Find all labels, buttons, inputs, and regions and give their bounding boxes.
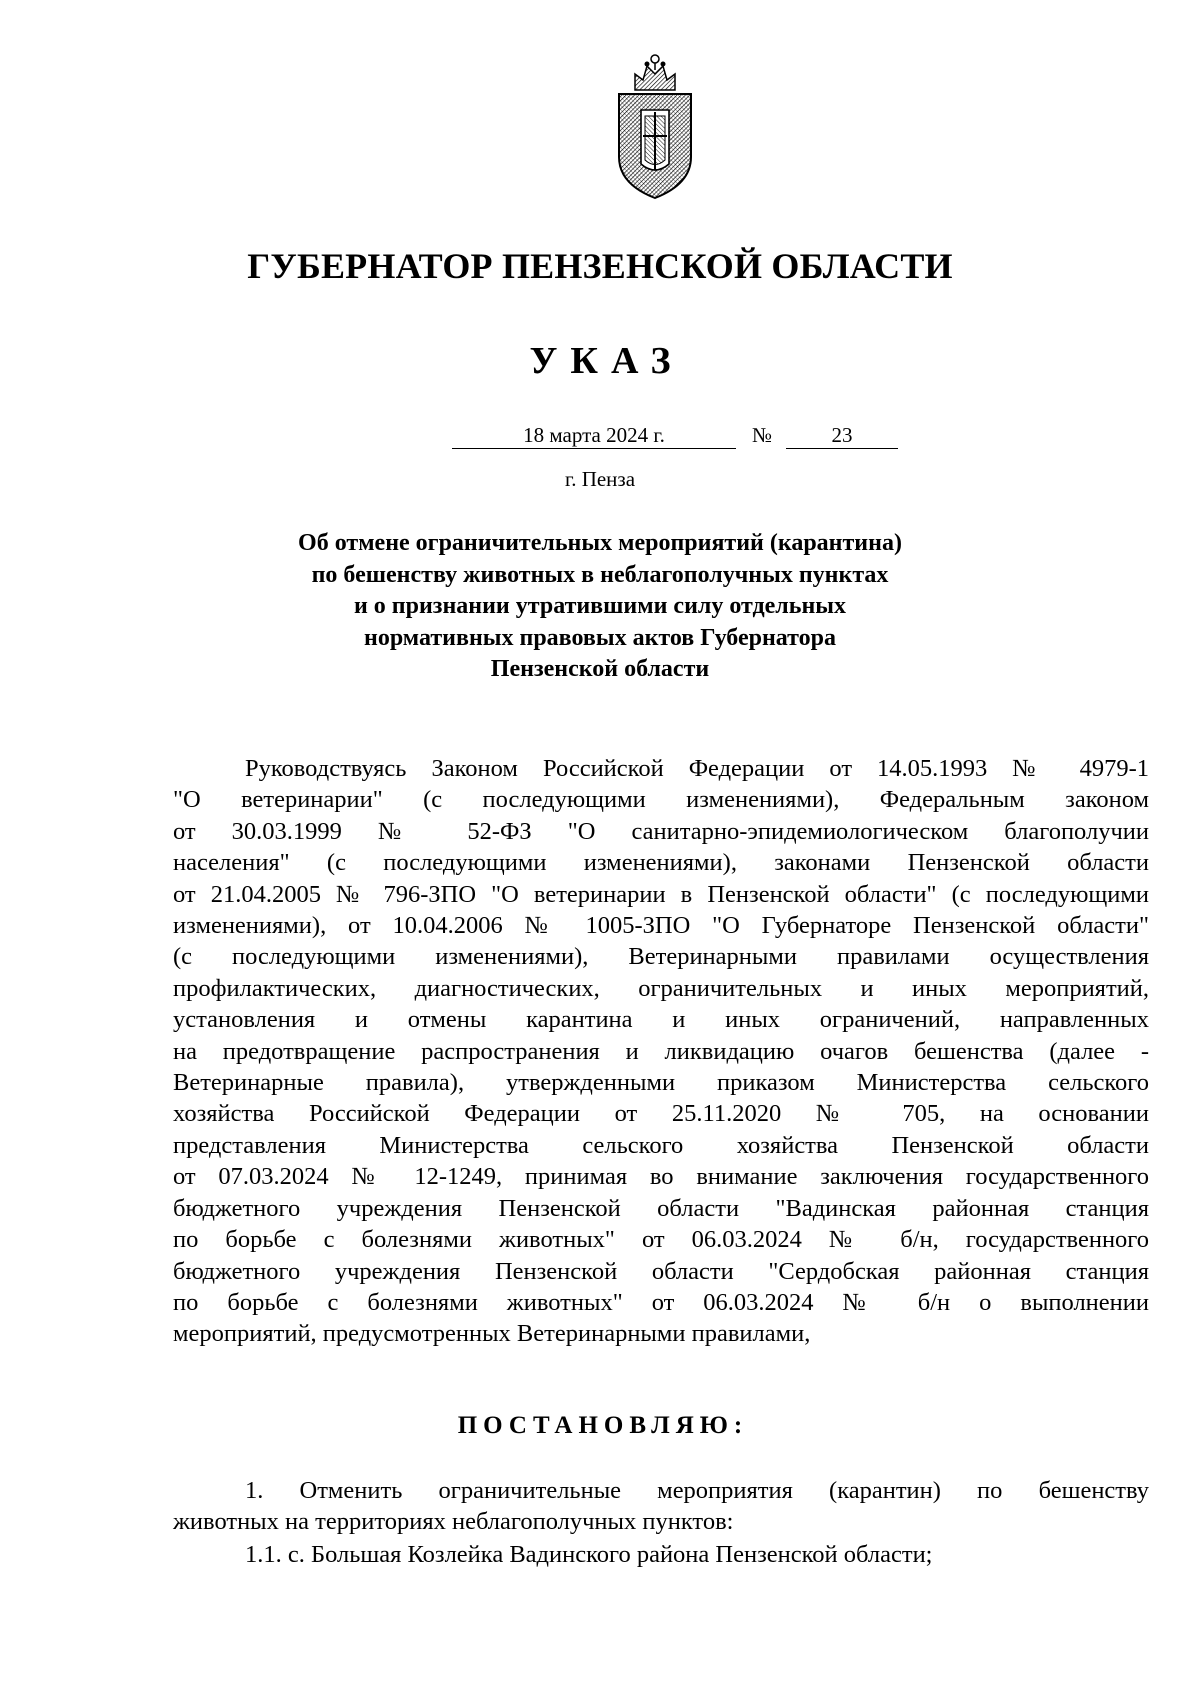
paragraph-line: Руководствуясь Законом Российской Федерации от 14.05.1993 № 4979-1 bbox=[245, 755, 1149, 782]
title-line: и о признании утратившими силу отдельных bbox=[353, 593, 847, 619]
paragraph-line: от 07.03.2024 № 12-1249, принимая во внимание заключения государственного bbox=[173, 1163, 1149, 1191]
paragraph-line: бюджетного учреждения Пензенской области "Сердобская районная станция bbox=[173, 1257, 1149, 1285]
paragraph-line: представления Министерства сельского хозяйства Пензенской области bbox=[173, 1131, 1149, 1159]
title-line: по бешенству животных в неблагополучных пунктах bbox=[311, 561, 889, 588]
paragraph-line: населения" (с последующими изменениями), законами Пензенской области bbox=[173, 849, 1149, 877]
paragraph-line: изменениями), от 10.04.2006 № 1005-ЗПО "О Губернаторе Пензенской области" bbox=[173, 912, 1149, 940]
paragraph-line: "О ветеринарии" (с последующими изменениями), Федеральным законом bbox=[173, 786, 1149, 814]
number-sign: № bbox=[752, 423, 773, 447]
paragraph-line: по борьбе с болезнями животных" от 06.03.2024 № б/н о выполнении bbox=[173, 1288, 1149, 1316]
issuing-authority: ГУБЕРНАТОР ПЕНЗЕНСКОЙ ОБЛАСТИ bbox=[247, 246, 953, 286]
document-date: 18 марта 2024 г. bbox=[452, 422, 736, 449]
paragraph-line: на предотвращение распространения и ликвидацию очагов бешенства (далее - bbox=[173, 1037, 1149, 1065]
document-title bbox=[250, 528, 950, 686]
paragraph-line: хозяйства Российской Федерации от 25.11.2020 № 705, на основании bbox=[173, 1100, 1149, 1128]
paragraph-line: животных на территориях неблагополучных пунктов: bbox=[173, 1508, 734, 1536]
paragraph-line: бюджетного учреждения Пензенской области "Вадинская районная станция bbox=[173, 1194, 1149, 1222]
clause-1-1: 1.1. с. Большая Козлейка Вадинского района Пензенской области; bbox=[245, 1541, 933, 1568]
legal-basis-paragraph bbox=[173, 753, 1149, 1350]
clause-1 bbox=[173, 1475, 1149, 1538]
title-line: нормативных правовых актов Губернатора bbox=[363, 624, 836, 651]
paragraph-line: установления и отмены карантина и иных ограничений, направленных bbox=[173, 1006, 1149, 1034]
coat-of-arms-emblem bbox=[605, 52, 705, 202]
document-type: УКАЗ bbox=[529, 340, 684, 382]
paragraph-line: Ветеринарные правила), утвержденными приказом Министерства сельского bbox=[173, 1069, 1149, 1097]
title-line: Об отмене ограничительных мероприятий (карантина) bbox=[298, 530, 902, 556]
decree-heading: ПОСТАНОВЛЯЮ: bbox=[457, 1412, 749, 1439]
paragraph-line: 1. Отменить ограничительные мероприятия (карантин) по бешенству bbox=[245, 1477, 1149, 1504]
paragraph-line: профилактических, диагностических, ограничительных и иных мероприятий, bbox=[173, 974, 1149, 1002]
paragraph-line: (с последующими изменениями), Ветеринарными правилами осуществления bbox=[173, 943, 1149, 971]
paragraph-line: от 21.04.2005 № 796-ЗПО "О ветеринарии в Пензенской области" (с последующими bbox=[173, 880, 1149, 908]
document-number: 23 bbox=[786, 422, 898, 449]
paragraph-line: по борьбе с болезнями животных" от 06.03.2024 № б/н, государственного bbox=[173, 1226, 1149, 1254]
paragraph-line: мероприятий, предусмотренных Ветеринарными правилами, bbox=[173, 1320, 811, 1348]
document-place: г. Пенза bbox=[564, 467, 636, 491]
paragraph-line: от 30.03.1999 № 52-ФЗ "О санитарно-эпидемиологическом благополучии bbox=[173, 817, 1149, 845]
title-line: Пензенской области bbox=[490, 656, 710, 682]
